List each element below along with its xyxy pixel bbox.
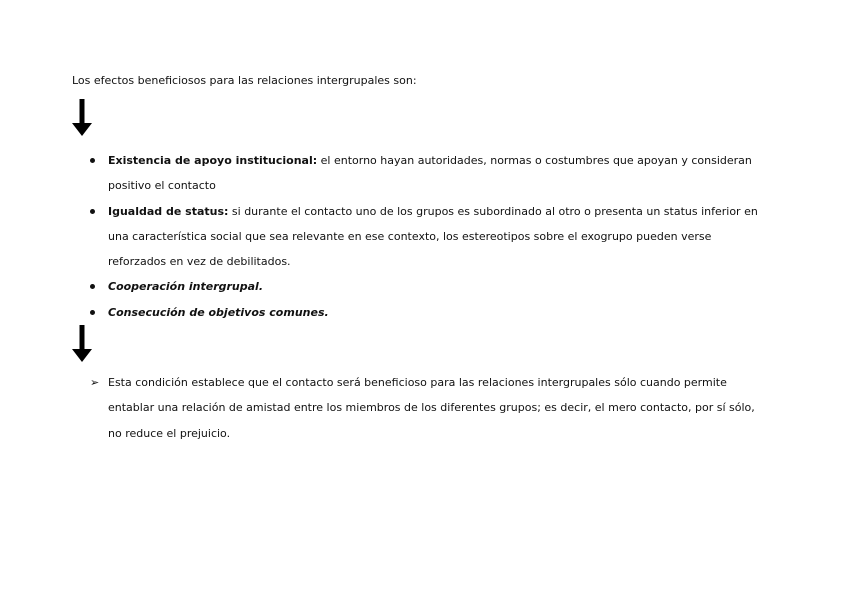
- condition-text: el entorno hayan autoridades, normas o costumbres que apoyan y consideran positivo el contacto: [108, 154, 752, 193]
- down-arrow-icon: [71, 99, 93, 137]
- arrowhead-bullet-icon: ➢: [90, 376, 100, 389]
- condition-item: [88, 300, 768, 325]
- condition-item: [88, 199, 768, 275]
- condition-text: si durante el contacto uno de los grupos es subordinado al otro o presenta un status inferior en una característica social que sea relevante en ese contexto, los estereotipos sobre el exogrupo pueden verse reforzados en vez de debilitados.: [108, 204, 758, 269]
- note-text: Esta condición establece que el contacto será beneficioso para las relaciones intergrupales sólo cuando permite entablar una relación de amistad entre los miembros de los diferentes grupos; es decir, el mero contacto, por sí sólo, no reduce el prejuicio.: [108, 376, 755, 440]
- condition-item: [88, 274, 768, 299]
- bullet-dot-icon: [90, 158, 95, 163]
- down-arrow-icon: [71, 325, 93, 363]
- intro-text: Los efectos beneficiosos para las relaciones intergrupales son:: [72, 74, 417, 87]
- condition-term: Cooperación intergrupal.: [108, 280, 263, 294]
- bullet-dot-icon: [90, 284, 95, 289]
- friendship-condition-note: [88, 370, 768, 446]
- condition-item: [88, 148, 768, 199]
- condition-term: Consecución de objetivos comunes.: [108, 305, 329, 319]
- condition-term: Existencia de apoyo institucional:: [108, 154, 318, 167]
- conditions-list: [88, 148, 768, 325]
- bullet-dot-icon: [90, 310, 95, 315]
- condition-term: Igualdad de status:: [108, 204, 229, 218]
- bullet-dot-icon: [90, 209, 95, 214]
